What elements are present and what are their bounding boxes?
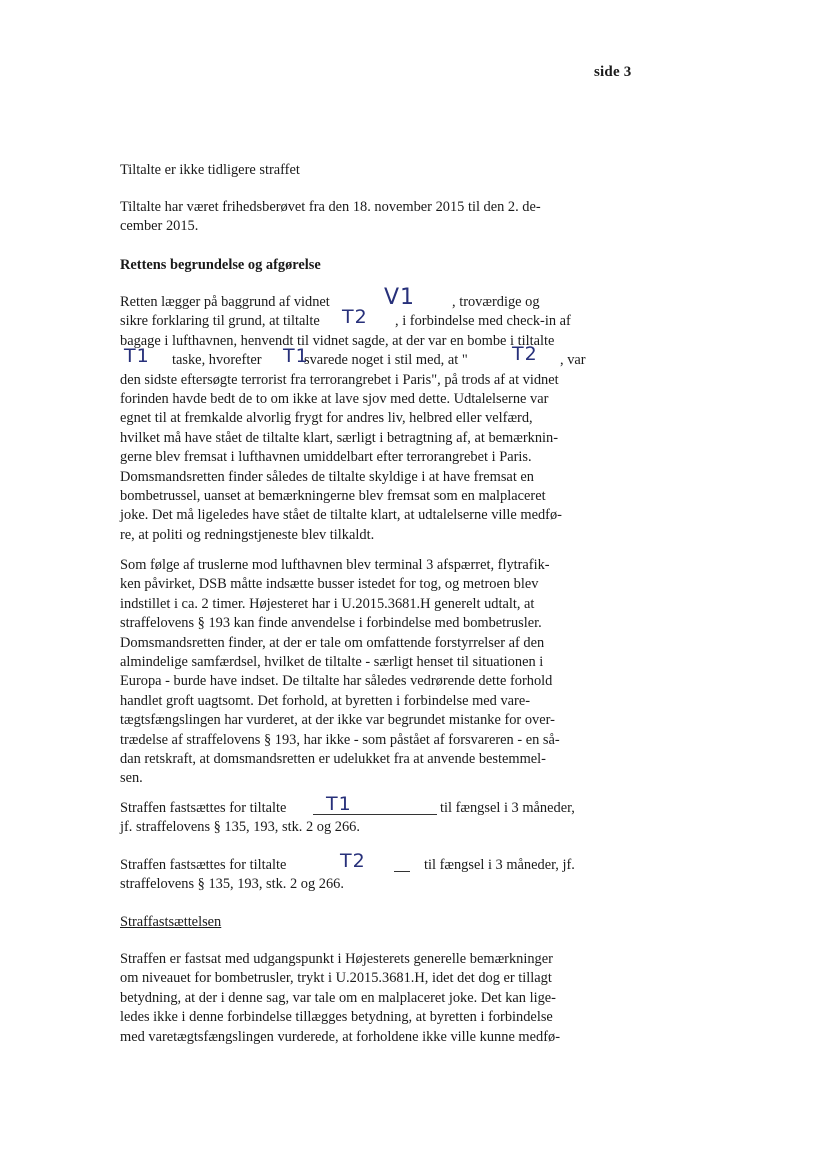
handwritten-defendant1-mark: T1 [283, 345, 309, 367]
reasoning-paragraph: Retten lægger på baggrund af vidnet , troværdige og sikre forklaring til grund, at tiltalte , i forbindelse med check-in af bagage i lufthavnen, henvendt til vidnet sagde, at der var en bombe i tiltalte taske, hvorefter svarede noget i stil med, at " , var den sidste eftersøgte terrorist fra terrorangrebet i Paris", på trods af at vidnet forinden havde bedt de to om ikke at lave sjov med dette. Udtalelserne var egnet til at fremkalde alvorlig frygt for andres liv, helbred eller velfærd, hvilket må have stået de tiltalte klart, særligt i betragtning af, at bemærknin- gerne blev fremsat i lufthavnen umiddelbart efter terrorangrebet i Paris. Domsmandsretten finder således de tiltalte skyldige i at have fremsat en bombetrussel, uanset at bemærkningerne blev fremsat som en malplaceret joke. Det må ligeledes have stået de tiltalte klart, at udtalelserne ville medfø- re, at politi og redningstjeneste blev tilkaldt. [120, 294, 586, 543]
handwritten-witness-mark: V1 [384, 285, 416, 310]
prior-record-text: Tiltalte er ikke tidligere straffet [120, 162, 300, 178]
handwritten-defendant2-mark: T2 [512, 343, 538, 365]
sentencing-heading: Straffastsættelsen [120, 914, 222, 930]
handwritten-defendant1-mark: T1 [124, 345, 150, 367]
name-blank [394, 871, 410, 872]
handwritten-defendant1-mark: T1 [326, 793, 352, 815]
sentencing-paragraph: Straffen er fastsat med udgangspunkt i Højesterets generelle bemærkninger om niveauet for bombetrusler, trykt i U.2015.3681.H, idet det dog er tillagt betydning, at der i denne sag, var tale om en malplaceret joke. Det kan lige- ledes ikke i denne forbindelse tillægges betydning, at byretten i forbindelse med varetægtsfængslingen vurderede, at forholdene ikke ville kunne medfø- [120, 951, 560, 1045]
handwritten-defendant2-mark: T2 [342, 306, 368, 328]
sentence-defendant1: Straffen fastsættes for tiltalte til fængsel i 3 måneder, jf. straffelovens § 135, 193, stk. 2 og 266. [120, 800, 575, 836]
page-number: side 3 [594, 64, 632, 80]
disruption-paragraph: Som følge af truslerne mod lufthavnen blev terminal 3 afspærret, flytrafik- ken påvirket, DSB måtte indsætte busser istedet for tog, og metroen blev indstillet i ca. 2 timer. Højesteret har i U.2015.3681.H generelt udtalt, at straffelovens § 193 kan finde anvendelse i forbindelse med bombetrusler. Domsmandsretten finder, at der er tale om omfattende forstyrrelser af den almindelige samfærdsel, hvilket de tiltalte - særligt henset til situationen i Europa - burde have indset. De tiltalte har således vedrørende dette forhold handlet groft uagtsomt. Det forhold, at byretten i forbindelse med vare- tægtsfængslingen har vurderet, at der ikke var begrundet mistanke for over- trædelse af straffelovens § 193, har ikke - som påstået af forsvareren - en så- dan retskraft, at domsmandsretten er udelukket fra at anvende bestemmel- sen. [120, 557, 560, 787]
sentence-defendant2: Straffen fastsættes for tiltalte til fængsel i 3 måneder, jf. straffelovens § 135, 193, stk. 2 og 266. [120, 857, 575, 893]
reasoning-heading: Rettens begrundelse og afgørelse [120, 257, 321, 273]
detention-paragraph: Tiltalte har været frihedsberøvet fra den 18. november 2015 til den 2. de- cember 2015. [120, 199, 541, 235]
handwritten-defendant2-mark: T2 [340, 850, 366, 872]
